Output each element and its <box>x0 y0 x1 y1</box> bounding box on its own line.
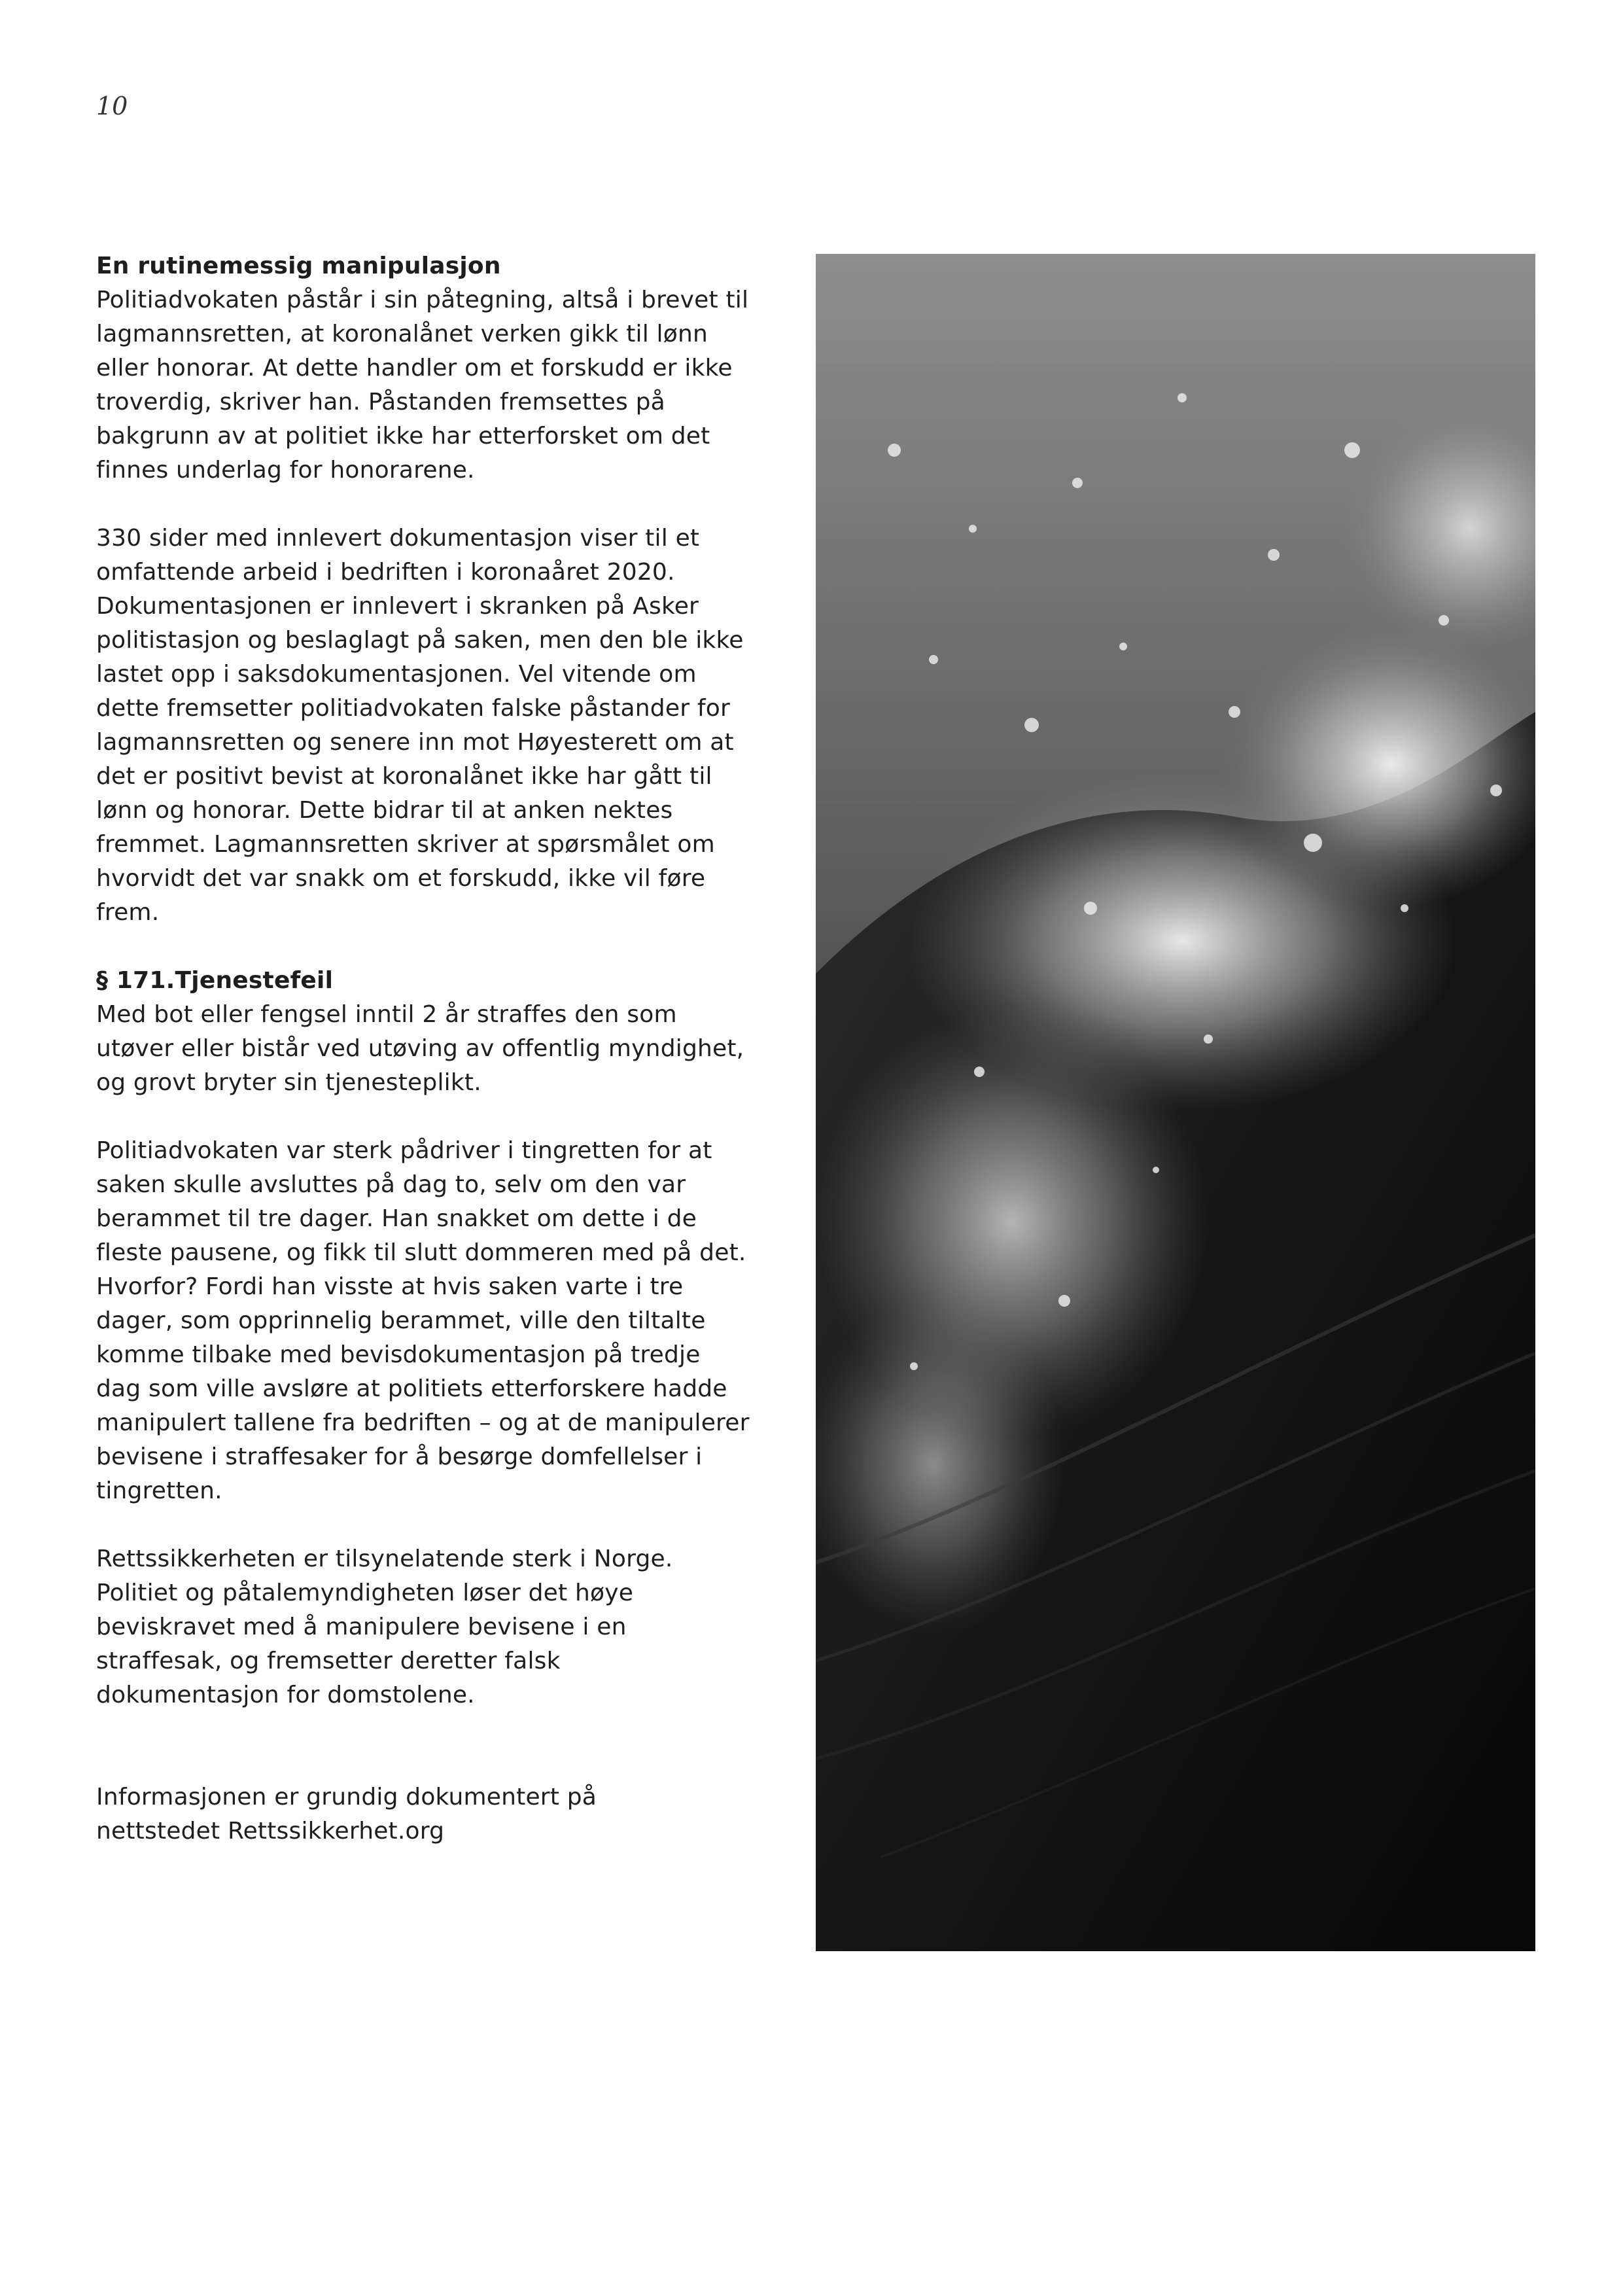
section-heading-paragraph-171: § 171.Tjenestefeil <box>96 967 334 994</box>
paragraph: Politiadvokaten påstår i sin påtegning, altså i brevet til lagmannsretten, at koronalånet verken gikk til lønn eller honorar. At dette handler om et forskudd er ikke troverdig, skriver han. Påstanden fremsettes på bakgrunn av at politiet ikke har etterforsket om det finnes underlag for honorarene. <box>96 287 749 484</box>
paragraph: 330 sider med innlevert dokumentasjon viser til et omfattende arbeid i bedriften i koronaåret 2020. Dokumentasjonen er innlevert i skranken på Asker politistasjon og beslaglagt på saken, men den ble ikke lastet opp i saksdokumentasjonen. Vel vitende om dette fremsetter politiadvokaten falske påstander for lagmannsretten og senere inn mot Høyesterett om at det er positivt bevist at koronalånet ikke har gått til lønn og honorar. Dette bidrar til at anken nektes fremmet. Lagmannsretten skriver at spørsmålet om hvorvidt det var snakk om et forskudd, ikke vil føre frem. <box>96 525 744 926</box>
wave-illustration <box>816 254 1535 1951</box>
article-body <box>96 249 750 1848</box>
section-heading-manipulation: En rutinemessig manipulasjon <box>96 253 501 279</box>
footer-note-line-2: nettstedet Rettssikkerhet.org <box>96 1818 445 1845</box>
footer-note <box>96 1780 750 1848</box>
legal-text: Med bot eller fengsel inntil 2 år straffes den som utøver eller bistår ved utøving av offentlig myndighet, og grovt bryter sin tjenesteplikt. <box>96 1001 744 1096</box>
footer-note-line-1: Informasjonen er grundig dokumentert på <box>96 1784 597 1810</box>
page-number: 10 <box>96 92 128 120</box>
paragraph: Rettssikkerheten er tilsynelatende sterk i Norge. Politiet og påtalemyndigheten løser det høye beviskravet med å manipulere bevisene i en straffesak, og fremsetter deretter falsk dokumentasjon for domstolene. <box>96 1545 673 1708</box>
wave-photo <box>816 254 1535 1951</box>
paragraph: Politiadvokaten var sterk pådriver i tingretten for at saken skulle avsluttes på dag to, selv om den var berammet til tre dager. Han snakket om dette i de fleste pausene, og fikk til slutt dommeren med på det. Hvorfor? Fordi han visste at hvis saken varte i tre dager, som opprinnelig berammet, ville den tiltalte komme tilbake med bevisdokumentasjon på tredje dag som ville avsløre at politiets etterforskere hadde manipulert tallene fra bedriften – og at de manipulerer bevisene i straffesaker for å besørge domfellelser i tingretten. <box>96 1137 750 1504</box>
